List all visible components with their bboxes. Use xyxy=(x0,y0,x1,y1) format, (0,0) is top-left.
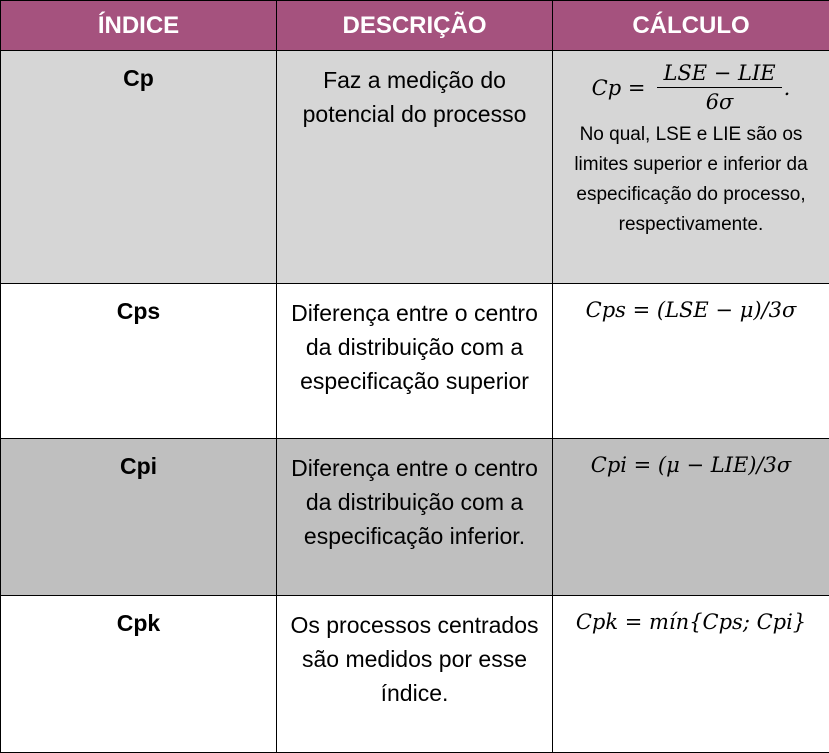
index-cell: Cps xyxy=(1,284,277,439)
index-cell: Cpi xyxy=(1,439,277,596)
formula-note: No qual, LSE e LIE são os limites superior e inferior da especificação do processo, respectivamente. xyxy=(574,124,808,235)
calculation-cell xyxy=(553,439,829,596)
table-row xyxy=(1,439,829,596)
cpi-formula: Cpi = (μ − LIE)/3σ xyxy=(590,453,792,477)
cpk-formula: Cpk = mín{Cps; Cpi} xyxy=(575,610,807,634)
header-row xyxy=(1,1,829,51)
cps-formula: Cps = (LSE − μ)/3σ xyxy=(585,298,797,322)
table-row xyxy=(1,596,829,753)
formula-tail: . xyxy=(783,75,791,100)
header-calculation: CÁLCULO xyxy=(553,1,829,51)
table-body xyxy=(1,51,829,753)
index-cell: Cp xyxy=(1,51,277,284)
calculation-cell xyxy=(553,51,829,284)
fraction-numerator: LSE − LIE xyxy=(657,61,781,88)
header-description: DESCRIÇÃO xyxy=(277,1,553,51)
description-cell: Os processos centrados são medidos por esse índice. xyxy=(277,596,553,753)
fraction-denominator: 6σ xyxy=(705,90,734,114)
calculation-cell xyxy=(553,284,829,439)
fraction xyxy=(657,61,781,114)
description-cell: Diferença entre o centro da distribuição com a especificação superior xyxy=(277,284,553,439)
cp-formula xyxy=(557,61,825,114)
table-row xyxy=(1,51,829,284)
description-cell: Diferença entre o centro da distribuição com a especificação inferior. xyxy=(277,439,553,596)
calculation-cell xyxy=(553,596,829,753)
header-index: ÍNDICE xyxy=(1,1,277,51)
index-cell: Cpk xyxy=(1,596,277,753)
table-header xyxy=(1,1,829,51)
formula-lhs: Cp = xyxy=(591,75,646,100)
description-cell: Faz a medição do potencial do processo xyxy=(277,51,553,284)
table-row xyxy=(1,284,829,439)
